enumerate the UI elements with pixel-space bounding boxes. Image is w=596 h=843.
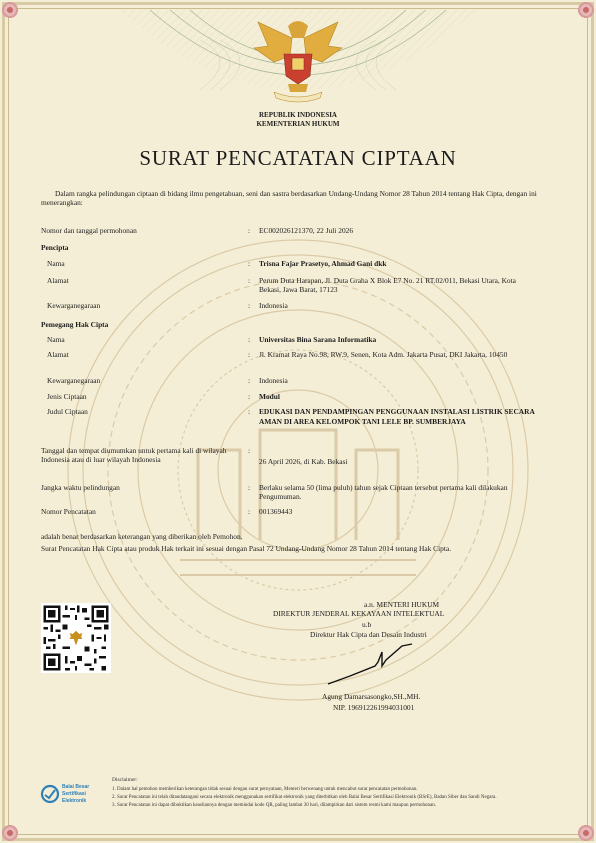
creator-nationality-label: Kewarganegaraan [47,301,101,310]
sub-director-title: Direktur Hak Cipta dan Desain Industri [310,630,427,639]
disclaimer-3: 3. Surat Pencatatan ini dapat dibuktikan keasliannya dengan memindai kode QR, paling lambat 30 hari, dilampirkan dari sistem resmi kami maupun permohonan. [112,803,436,808]
corner-ornament [576,0,596,20]
signer-nip: NIP. 196912261994031001 [333,703,415,712]
holder-nationality-label: Kewarganegaraan [47,376,101,385]
application-value: EC002026121370, 22 Juli 2026 [259,226,354,235]
disclaimer-1: 1. Dalam hal pemohon memberikan keterangan tidak sesuai dengan surat pernyataan, Menteri berwenang untuk mencabut surat pencatatan permohonan. [112,787,418,792]
colon: : [248,407,251,416]
creator-address: Perum Duta Harapan, Jl. Duta Graha X Blok E7 No. 21 RT.02/011, Bekasi Utara, Kota Bekasi, Jawa Barat, 17123 [259,276,516,294]
intro-paragraph: Dalam rangka pelindungan ciptaan di bidang ilmu pengetahuan, seni dan sastra berdasarkan Undang-Undang Nomor 28 Tahun 2014 tentang Hak Cipta, dengan ini menerangkan: [41,189,537,207]
colon: : [248,376,251,385]
holder-address-label: Alamat [47,350,69,359]
colon: : [248,335,251,344]
holder-name-label: Nama [47,335,65,344]
signer-name: Agung Damarsasongko,SH.,MH. [322,692,421,701]
colon: : [248,446,251,455]
colon: : [248,507,251,516]
colon: : [248,259,251,268]
bsre-line-3: Elektronik [62,798,87,804]
holder-address: Jl. Kramat Raya No.98, RW.9, Senen, Kota Adm. Jakarta Pusat, DKI Jakarta, 10450 [259,350,508,359]
work-title: EDUKASI DAN PENDAMPINGAN PENGGUNAAN INSTALASI LISTRIK SECARA AMAN DI AREA KELOMPOK TANI LELE BP. SUMBERJAYA [259,407,535,426]
ub-text: u.b [362,620,372,629]
creator-name: Trisna Fajar Prasetyo, Ahmad Gani dkk [259,259,387,268]
disclaimer-2: 2. Surat Pencatatan ini telah ditandatangani secara elektronik menggunakan sertifikat elektronik yang diterbitkan oleh Balai Besar Sertifikasi Elektronik (BSrE), Badan Siber dan Sandi Negara. [112,795,497,800]
holder-nationality: Indonesia [259,376,288,385]
director-title: DIREKTUR JENDERAL KEKAYAAN INTELEKTUAL [273,609,445,618]
creator-address-label: Alamat [47,276,69,285]
signature-mark [320,640,430,690]
on-behalf-text: a.n. MENTERI HUKUM [364,600,440,609]
holder-name: Universitas Bina Sarana Informatika [259,335,377,344]
colon: : [248,276,251,285]
colon: : [248,301,251,310]
colon: : [248,483,251,492]
colon: : [248,226,251,235]
header-ministry: KEMENTERIAN HUKUM [256,120,340,128]
creator-section-title: Pencipta [41,243,69,252]
corner-ornament [576,823,596,843]
announce-value: 26 April 2026, di Kab. Bekasi [259,457,348,466]
qr-code[interactable] [41,603,111,673]
work-type: Modul [259,392,280,401]
work-type-label: Jenis Ciptaan [47,392,87,401]
work-title-label: Judul Ciptaan [47,407,88,416]
creator-name-label: Nama [47,259,65,268]
closing-line-2: Surat Pencatatan Hak Cipta atau produk Hak terkait ini sesuai dengan Pasal 72 Undang-Undang Nomor 28 Tahun 2014 tentang Hak Cipta. [41,544,452,553]
creator-nationality: Indonesia [259,301,288,310]
announce-label: Tanggal dan tempat diumumkan untuk pertama kali di wilayah Indonesia atau di luar wilayah Indonesia [41,446,227,464]
application-label: Nomor dan tanggal permohonan [41,226,137,235]
bsre-line-1: Balai Besar [62,784,90,790]
holder-section-title: Pemegang Hak Cipta [41,320,109,329]
corner-ornament [0,0,20,20]
colon: : [248,350,251,359]
record-value: 001369443 [259,507,293,516]
disclaimer-title: Disclaimer: [112,777,138,783]
closing-line-1: adalah benar berdasarkan keterangan yang diberikan oleh Pemohon. [41,532,243,541]
record-label: Nomor Pencatatan [41,507,96,516]
colon: : [248,392,251,401]
term-label: Jangka waktu pelindungan [41,483,120,492]
bsre-logo-icon [40,784,60,804]
term-value: Berlaku selama 50 (lima puluh) tahun sejak Ciptaan tersebut pertama kali dilakukan Pengumuman. [259,483,508,501]
document-title: SURAT PENCATATAN CIPTAAN [139,146,457,170]
corner-ornament [0,823,20,843]
bsre-line-2: Sertifikasi [62,791,86,797]
header-country: REPUBLIK INDONESIA [259,111,337,119]
